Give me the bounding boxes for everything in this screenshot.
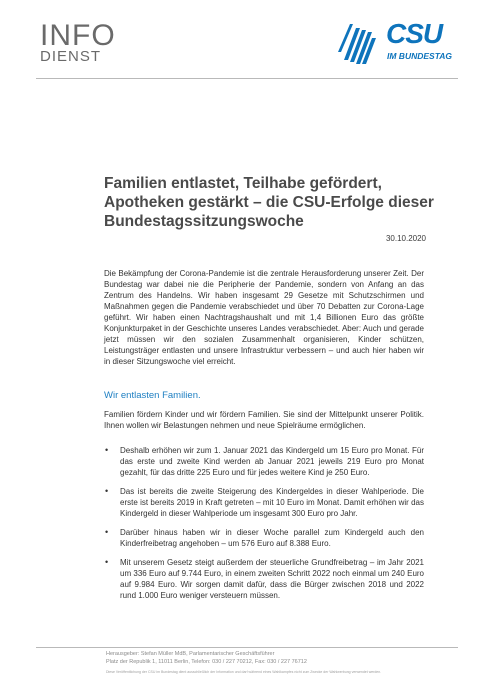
list-item-text: Das ist bereits die zweite Steigerung des Kindergeldes in dieser Wahlperiode. Die erste ist bereits 2019 in Kraft getreten – mit 10 Euro im Monat. Damit erhöhen wir das Kindergeld in dieser Wahlperiode um insgesamt 300 Euro pro Jahr. xyxy=(120,487,424,518)
bullet-icon: • xyxy=(105,486,109,496)
dienst-heading: DIENST xyxy=(40,48,102,65)
list-item-text: Deshalb erhöhen wir zum 1. Januar 2021 das Kindergeld um 15 Euro pro Monat. Für das erste und zweite Kind werden ab Januar 2021 jeweils 219 Euro pro Monat gezahlt, für das dritte 225 Euro und für jedes weitere Kind je 250 Euro. xyxy=(120,446,424,477)
csu-logo-graphic-icon xyxy=(336,22,384,68)
footer-divider xyxy=(36,647,458,648)
header-divider xyxy=(36,78,458,79)
section-heading: Wir entlasten Familien. xyxy=(104,390,201,401)
csu-logo-subtitle: IM BUNDESTAG xyxy=(387,51,453,61)
footer-disclaimer: Diese Veröffentlichung der CSU im Bundestag dient ausschließlich der Information und darf während eines Wahlkampfes nicht zum Zwecke der Wahlwerbung verwendet werden. xyxy=(106,670,382,674)
list-item-text: Darüber hinaus haben wir in dieser Woche parallel zum Kindergeld auch den Kinderfreibetrag angehoben – um 576 Euro auf 8.388 Euro. xyxy=(120,528,424,548)
list-item xyxy=(104,486,424,519)
bullet-list xyxy=(104,445,424,609)
intro-paragraph: Die Bekämpfung der Corona-Pandemie ist die zentrale Herausforderung unserer Zeit. Der Bundestag war dabei nie die Peripherie der Pandemie, sondern von Anfang an das Zentrum des Handelns. Wir haben insgesamt 29 Gesetze mit Schutzschirmen und Maßnahmen gegen die Pandemie verabschiedet und über 70 Debatten zur Corona-Lage geführt. Wir haben einen Nachtragshaushalt und mit 1,4 Billionen Euro das größte Konjunkturpaket in der Geschichte unseres Landes verabschiedet. Aber: Auch und gerade jetzt müssen wir den sozialen Zusammenhalt organisieren, Kinder schützen, Leistungsträger entlasten und unsere Infrastruktur verbessern – und auch hier haben wir in dieser Sitzungswoche viel erreicht. xyxy=(104,269,424,366)
bullet-icon: • xyxy=(105,445,109,455)
list-item-text: Mit unserem Gesetz steigt außerdem der steuerliche Grundfreibetrag – im Jahr 2021 um 336 Euro auf 9.744 Euro, in einem zweiten Schritt 2022 noch einmal um 240 Euro auf 9.984 Euro. Wir sorgen damit dafür, dass die Bürger zwischen 2018 und 2022 rund 1.000 Euro weniger versteuern müssen. xyxy=(120,558,424,600)
list-item xyxy=(104,557,424,601)
list-item xyxy=(104,527,424,549)
info-heading: INFO xyxy=(40,19,116,52)
document-date: 30.10.2020 xyxy=(385,234,426,243)
footer-address: Platz der Republik 1, 11011 Berlin, Telefon: 030 / 227 70212, Fax: 030 / 227 76712 xyxy=(106,659,307,665)
bullet-icon: • xyxy=(105,557,109,567)
page-title: Familien entlastet, Teilhabe gefördert, Apotheken gestärkt – die CSU-Erfolge dieser Bundestagssitzungswoche xyxy=(104,175,434,230)
footer-publisher: Herausgeber: Stefan Müller MdB, Parlamentarischer Geschäftsführer xyxy=(106,651,275,657)
csu-logo xyxy=(336,18,454,74)
bullet-icon: • xyxy=(105,527,109,537)
csu-logo-text: CSU xyxy=(386,18,443,49)
section-intro: Familien fördern Kinder und wir fördern Familien. Sie sind der Mittelpunkt unserer Politik. Ihnen wollen wir Belastungen nehmen und neue Spielräume ermöglichen. xyxy=(104,410,424,430)
list-item xyxy=(104,445,424,478)
